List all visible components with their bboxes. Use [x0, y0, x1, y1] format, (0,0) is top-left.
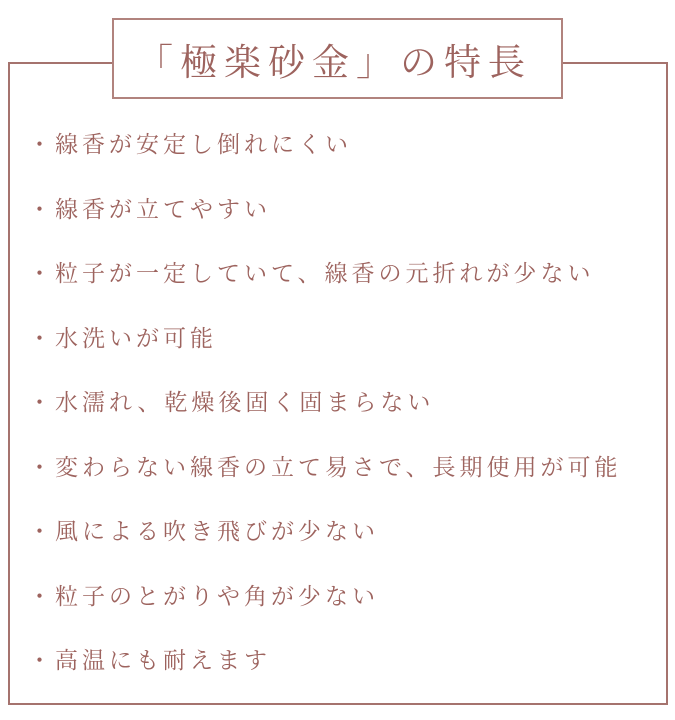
feature-item: ・水洗いが可能	[28, 325, 217, 352]
feature-item: ・線香が安定し倒れにくい	[28, 132, 352, 158]
feature-list	[28, 113, 622, 694]
page-title: 「極楽砂金」の特長	[136, 40, 532, 84]
feature-item: ・線香が立てやすい	[28, 196, 271, 223]
feature-item: ・水濡れ、乾燥後固く固まらない	[28, 390, 435, 416]
feature-item: ・粒子が一定していて、線香の元折れが少ない	[28, 261, 595, 287]
feature-item: ・粒子のとがりや角が少ない	[28, 583, 379, 610]
feature-item: ・変わらない線香の立て易さで、長期使用が可能	[28, 454, 622, 481]
feature-item: ・風による吹き飛びが少ない	[28, 519, 379, 545]
feature-item: ・高温にも耐えます	[28, 648, 271, 674]
title-box	[112, 18, 563, 99]
